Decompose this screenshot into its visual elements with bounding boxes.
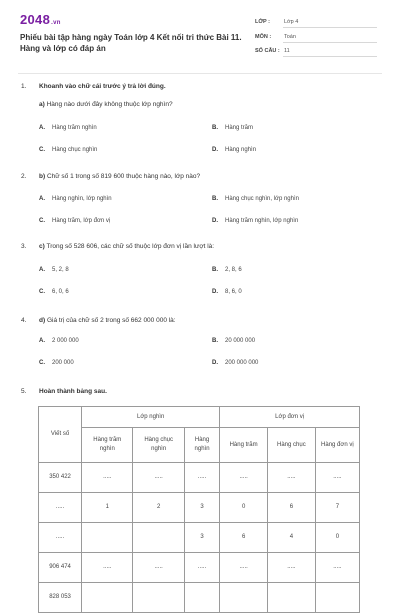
- table-cell: .....: [220, 553, 268, 583]
- table-row: [39, 523, 360, 553]
- sub-text: Chữ số 1 trong số 819 600 thuộc hàng nào, lớp nào?: [46, 173, 201, 180]
- class-value: Lớp 4: [284, 19, 299, 25]
- question-count-label: SỐ CÂU :: [255, 48, 280, 54]
- option-b[interactable]: B. Hàng trăm: [212, 125, 254, 131]
- table-cell: .....: [267, 553, 315, 583]
- table-cell: [267, 583, 315, 613]
- site-logo[interactable]: 2048.vn: [20, 12, 61, 27]
- option-c[interactable]: C. 6, 0, 6: [39, 289, 69, 295]
- table-cell: .....: [39, 523, 82, 553]
- sub-letter: b): [39, 173, 46, 180]
- table-row: [39, 463, 360, 493]
- table-cell: [133, 523, 184, 553]
- option-b[interactable]: B. 20 000 000: [212, 338, 256, 344]
- header-viet-so: Viết số: [39, 407, 82, 463]
- table-row: [39, 583, 360, 613]
- header-hang-don-vi: Hàng đơn vị: [315, 428, 359, 463]
- table-cell: .....: [267, 463, 315, 493]
- table-cell: 3: [184, 493, 219, 523]
- table-cell: [133, 583, 184, 613]
- option-b[interactable]: B. 2, 8, 6: [212, 267, 242, 273]
- subject-value: Toán: [284, 34, 296, 40]
- header-lop-don-vi: Lớp đơn vị: [220, 407, 360, 428]
- table-row: [39, 493, 360, 523]
- question-number: 3.: [21, 243, 27, 250]
- header-hang-chuc-nghin: Hàng chục nghìn: [133, 428, 184, 463]
- table-cell: .....: [133, 463, 184, 493]
- table-cell: 0: [315, 523, 359, 553]
- table-cell: 350 422: [39, 463, 82, 493]
- table-cell: 2: [133, 493, 184, 523]
- divider: [283, 56, 377, 57]
- option-a[interactable]: A. Hàng nghìn, lớp nghìn: [39, 196, 112, 202]
- option-c[interactable]: C. Hàng trăm, lớp đơn vị: [39, 218, 111, 224]
- question-text: [39, 173, 200, 180]
- option-c[interactable]: C. 200 000: [39, 360, 74, 366]
- table-cell: [184, 583, 219, 613]
- table-cell: .....: [184, 553, 219, 583]
- table-cell: 0: [220, 493, 268, 523]
- table-cell: 906 474: [39, 553, 82, 583]
- sub-text: Trong số 528 606, các chữ số thuộc lớp đơn vị lần lượt là:: [46, 243, 215, 250]
- sub-letter: d): [39, 317, 46, 324]
- table-cell: 7: [315, 493, 359, 523]
- subject-label: MÔN :: [255, 34, 272, 40]
- place-value-table: [38, 406, 360, 613]
- question-number: 5.: [21, 388, 27, 395]
- page-title: Phiếu bài tập hàng ngày Toán lớp 4 Kết nối tri thức Bài 11. Hàng và lớp có đáp án: [20, 33, 242, 53]
- option-a[interactable]: A. 2 000 000: [39, 338, 79, 344]
- table-cell: .....: [220, 463, 268, 493]
- option-d[interactable]: D. 200 000 000: [212, 360, 259, 366]
- table-cell: .....: [39, 493, 82, 523]
- table-cell: 828 053: [39, 583, 82, 613]
- option-d[interactable]: D. 8, 6, 0: [212, 289, 242, 295]
- question-text: [39, 317, 176, 324]
- table-cell: 1: [82, 493, 133, 523]
- header-hang-tram-nghin: Hàng trăm nghìn: [82, 428, 133, 463]
- sub-text: Giá trị của chữ số 2 trong số 662 000 000 là:: [46, 317, 176, 324]
- table-cell: .....: [184, 463, 219, 493]
- option-c[interactable]: C. Hàng chục nghìn: [39, 147, 98, 153]
- table-cell: [220, 583, 268, 613]
- question-heading: Khoanh vào chữ cái trước ý trả lời đúng.: [39, 83, 166, 90]
- table-cell: 6: [267, 493, 315, 523]
- header-hang-chuc: Hàng chục: [267, 428, 315, 463]
- table-cell: [82, 523, 133, 553]
- question-text: [39, 101, 173, 108]
- header-hang-nghin: Hàng nghìn: [184, 428, 219, 463]
- question-number: 1.: [21, 83, 27, 90]
- class-label: LỚP :: [255, 19, 270, 25]
- option-a[interactable]: A. Hàng trăm nghìn: [39, 125, 97, 131]
- table-cell: 3: [184, 523, 219, 553]
- question-text: [39, 243, 214, 250]
- option-d[interactable]: D. Hàng nghìn: [212, 147, 257, 153]
- header-lop-nghin: Lớp nghìn: [82, 407, 220, 428]
- sub-letter: a): [39, 101, 45, 108]
- divider: [283, 27, 377, 28]
- question-count-value: 11: [284, 48, 290, 54]
- table-cell: .....: [133, 553, 184, 583]
- table-cell: [315, 583, 359, 613]
- table-cell: 4: [267, 523, 315, 553]
- table-cell: .....: [82, 463, 133, 493]
- table-cell: .....: [82, 553, 133, 583]
- header-divider: [18, 73, 382, 74]
- option-d[interactable]: D. Hàng trăm nghìn, lớp nghìn: [212, 218, 299, 224]
- option-b[interactable]: B. Hàng chục nghìn, lớp nghìn: [212, 196, 299, 202]
- table-cell: .....: [315, 553, 359, 583]
- table-cell: 6: [220, 523, 268, 553]
- question-heading: Hoàn thành bảng sau.: [39, 388, 107, 395]
- table-cell: .....: [315, 463, 359, 493]
- question-number: 4.: [21, 317, 27, 324]
- option-a[interactable]: A. 5, 2, 8: [39, 267, 69, 273]
- sub-letter: c): [39, 243, 45, 250]
- divider: [283, 42, 377, 43]
- header-hang-tram: Hàng trăm: [220, 428, 268, 463]
- sub-text: Hàng nào dưới đây không thuộc lớp nghìn?: [46, 101, 173, 108]
- table-cell: [82, 583, 133, 613]
- table-row: [39, 553, 360, 583]
- question-number: 2.: [21, 173, 27, 180]
